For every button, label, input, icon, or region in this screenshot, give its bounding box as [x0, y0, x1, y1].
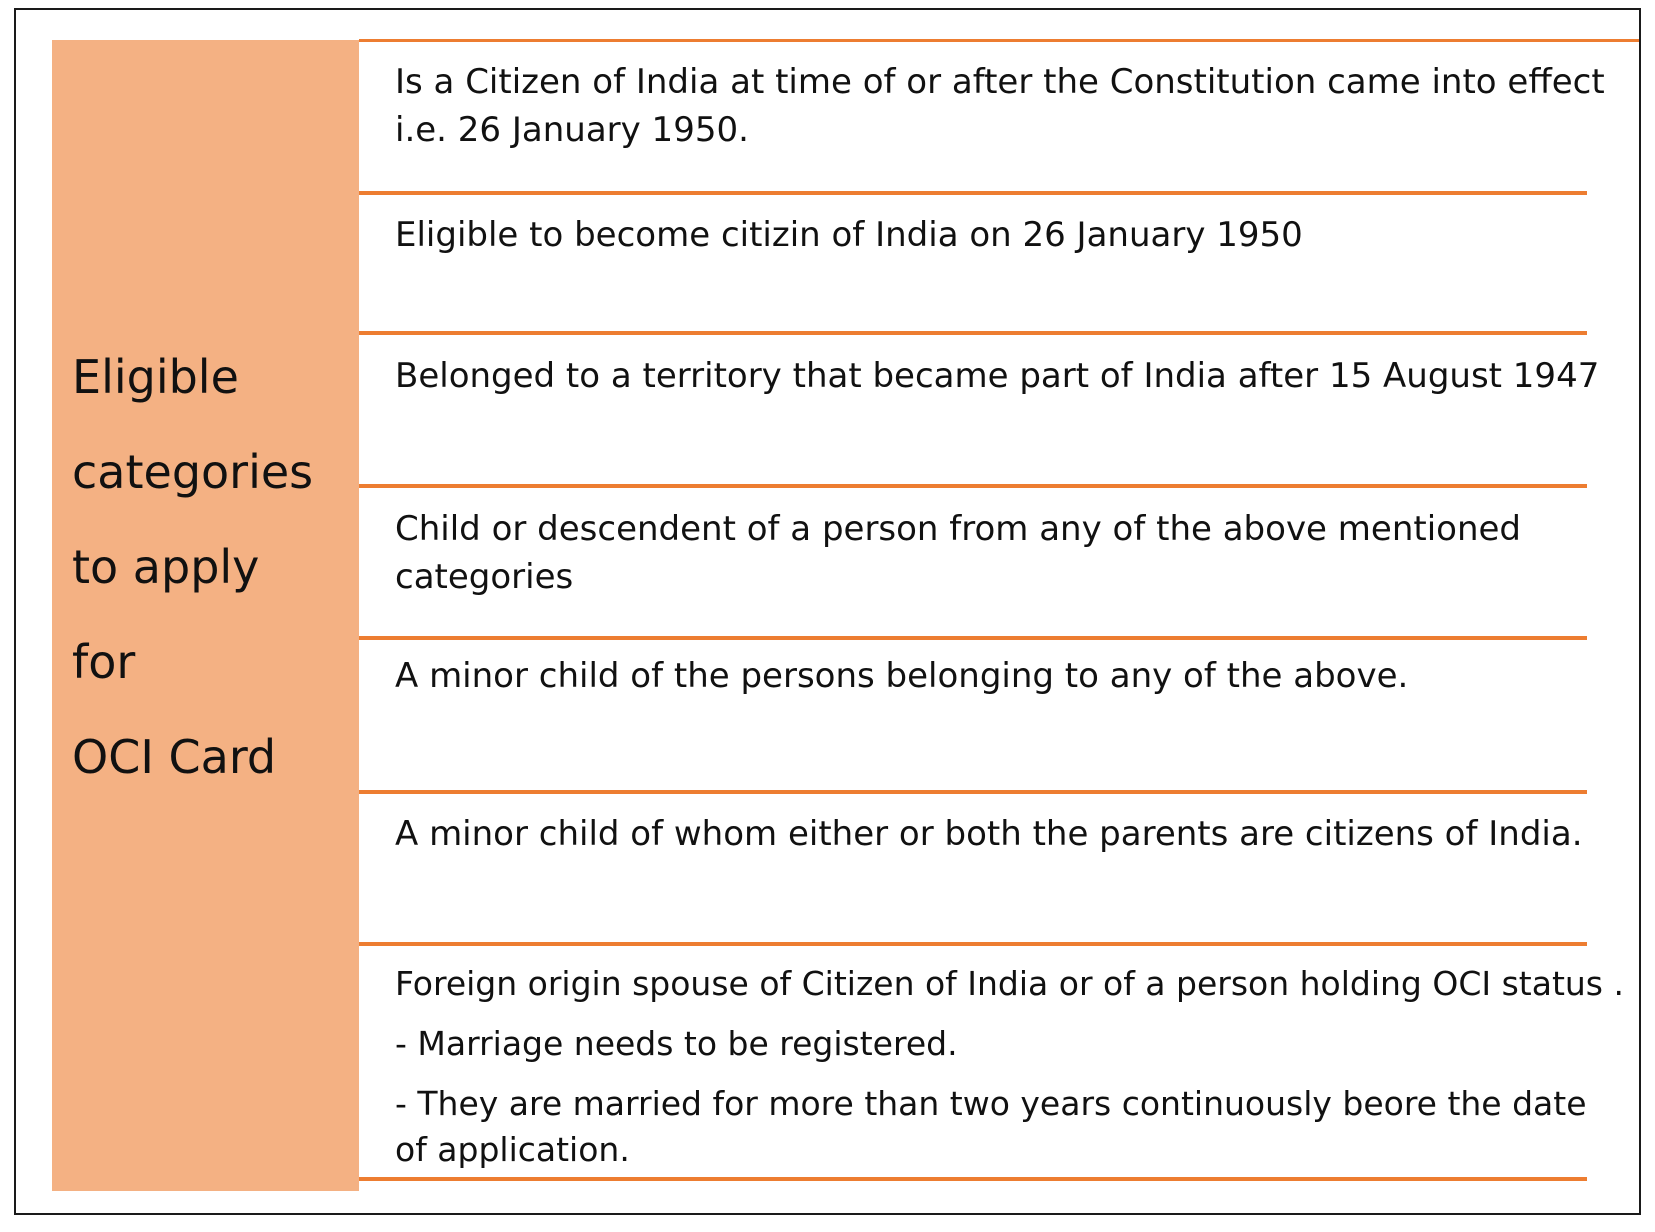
panel-title-line: categories	[72, 445, 314, 499]
panel-title-line: for	[72, 635, 136, 689]
category-item-5: A minor child of the persons belonging to any of the above.	[395, 656, 1409, 696]
category-item-2: Eligible to become citizin of India on 26 January 1950	[395, 215, 1303, 255]
row-divider	[359, 1177, 1587, 1181]
category-item-3: Belonged to a territory that became part of India after 15 August 1947	[395, 356, 1600, 396]
row-divider	[359, 484, 1587, 488]
row-divider	[359, 636, 1587, 640]
panel-title-line: to apply	[72, 540, 260, 594]
row-divider	[359, 942, 1587, 946]
panel-title	[72, 330, 357, 805]
panel-title-line: OCI Card	[72, 730, 277, 784]
category-item-6: A minor child of whom either or both the parents are citizens of India.	[395, 814, 1583, 854]
row-divider	[359, 790, 1587, 794]
panel-title-line: Eligible	[72, 350, 239, 404]
category-item-4: Child or descendent of a person from any of the above mentioned categories	[395, 509, 1522, 597]
row-divider	[359, 331, 1587, 335]
row-divider	[359, 191, 1587, 195]
spouse-category-text: Foreign origin spouse of Citizen of India or of a person holding OCI status .	[395, 964, 1624, 1003]
top-rule	[359, 39, 1639, 42]
category-item-7	[395, 961, 1625, 1173]
category-item-1: Is a Citizen of India at time of or after the Constitution came into effect i.e. 26 January 1950.	[395, 62, 1605, 150]
spouse-condition-2: - They are married for more than two years continuously beore the date of application.	[395, 1084, 1587, 1169]
spouse-condition-1: - Marriage needs to be registered.	[395, 1024, 958, 1063]
